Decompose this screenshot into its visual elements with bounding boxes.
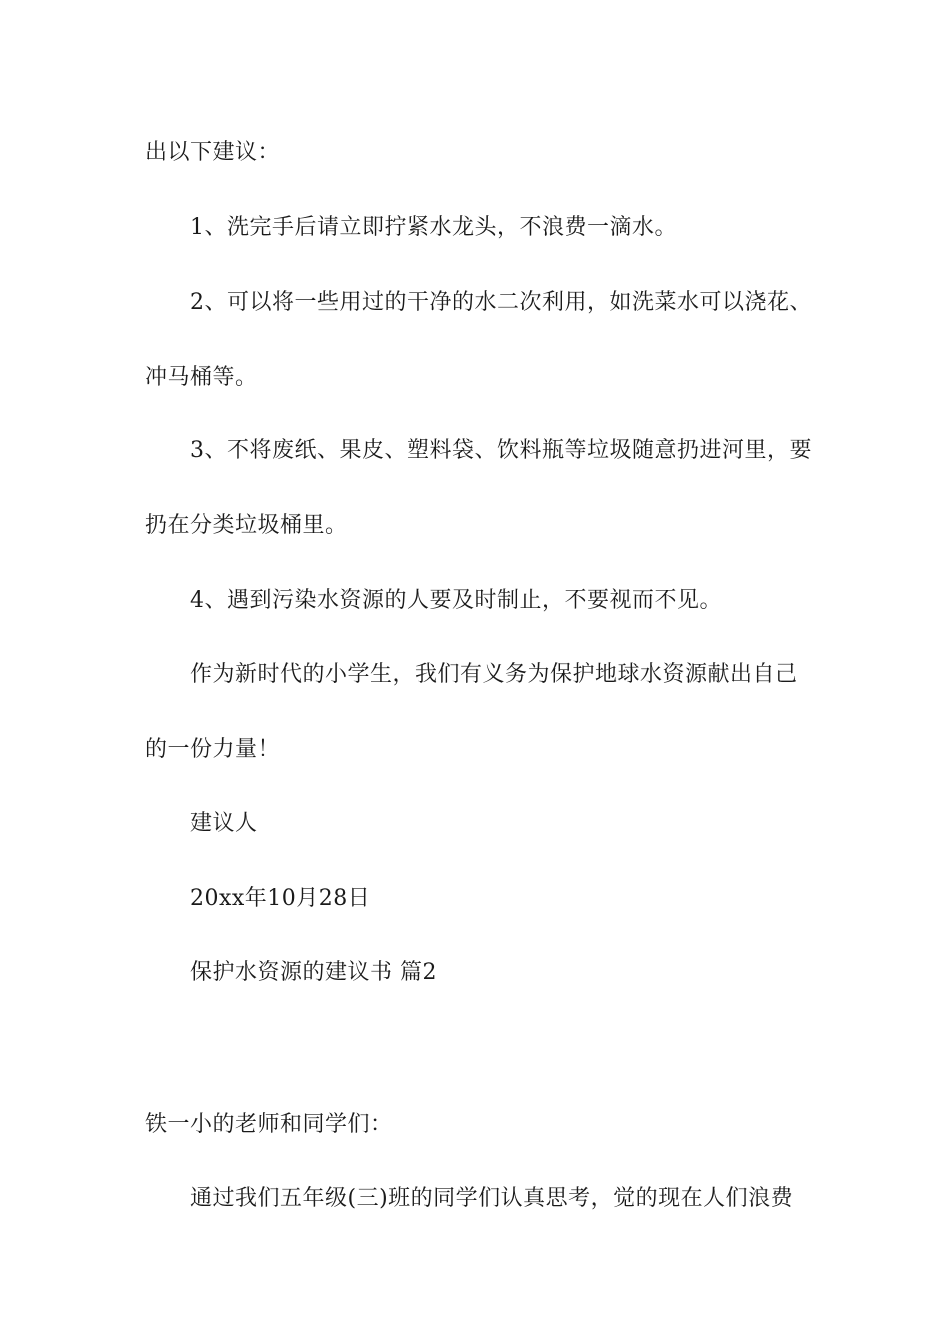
suggestion-2-continuation: 冲马桶等。 xyxy=(145,365,258,390)
suggestion-3: 3、不将废纸、果皮、塑料袋、饮料瓶等垃圾随意扔进河里，要 xyxy=(190,438,812,463)
suggestion-1: 1、洗完手后请立即拧紧水龙头，不浪费一滴水。 xyxy=(190,215,677,240)
section-title: 保护水资源的建议书 篇2 xyxy=(190,960,437,985)
salutation: 铁一小的老师和同学们： xyxy=(145,1112,393,1137)
date-line: 20xx年10月28日 xyxy=(190,886,371,911)
closing-paragraph: 作为新时代的小学生，我们有义务为保护地球水资源献出自己 xyxy=(190,662,798,687)
suggestion-2: 2、可以将一些用过的干净的水二次利用，如洗菜水可以浇花、 xyxy=(190,290,812,315)
suggestion-4: 4、遇到污染水资源的人要及时制止，不要视而不见。 xyxy=(190,588,722,613)
paragraph-intro-continuation: 出以下建议： xyxy=(145,140,281,165)
body-paragraph: 通过我们五年级(三)班的同学们认真思考，觉的现在人们浪费 xyxy=(190,1186,794,1211)
closing-paragraph-continuation: 的一份力量！ xyxy=(145,737,281,762)
suggestion-3-continuation: 扔在分类垃圾桶里。 xyxy=(145,513,348,538)
signature-label: 建议人 xyxy=(190,811,258,836)
